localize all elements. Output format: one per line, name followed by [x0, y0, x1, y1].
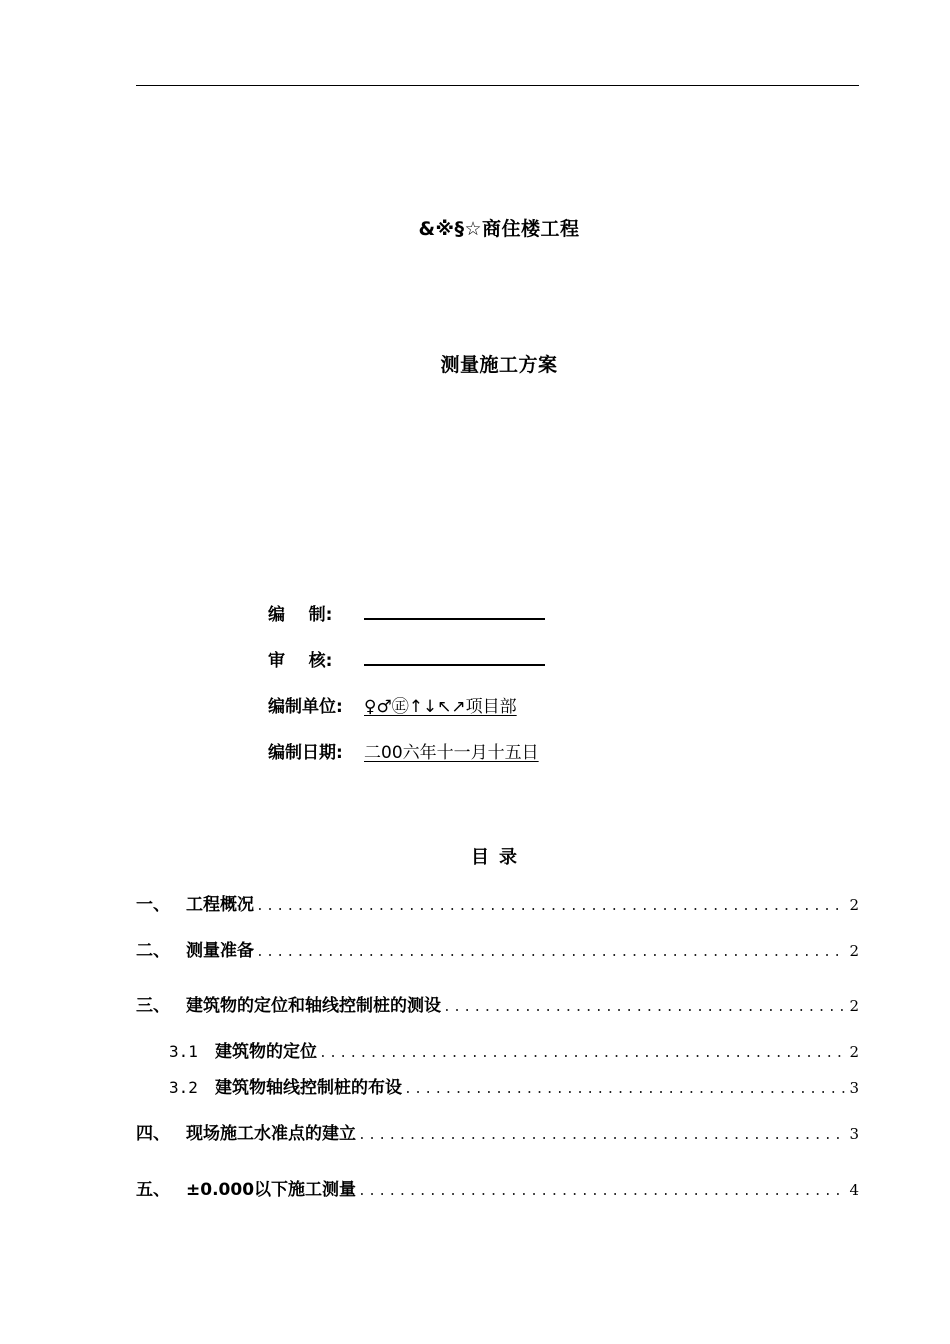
- compiled-label: 编 制:: [268, 605, 333, 625]
- unit-value: ♀♂㊣↑↓↖↗项目部: [364, 697, 517, 717]
- toc-leader-dots: [358, 1184, 845, 1199]
- header-rule: [136, 85, 859, 86]
- toc-entry[interactable]: [136, 936, 859, 961]
- toc-entry[interactable]: [136, 890, 859, 915]
- toc-entry-page: 2: [849, 896, 859, 914]
- toc-entry[interactable]: [136, 1119, 859, 1144]
- toc-leader-dots: [256, 945, 845, 960]
- toc-subentry[interactable]: [169, 1037, 859, 1062]
- toc-entry-page: 3: [849, 1125, 859, 1143]
- toc-entry-page: 2: [849, 997, 859, 1015]
- toc-leader-dots: [358, 1128, 845, 1143]
- meta-compiled-row: [268, 600, 545, 625]
- meta-unit-row: [268, 692, 517, 717]
- toc-entry-number: 3.2: [169, 1078, 198, 1097]
- toc-entry-page: 4: [849, 1181, 859, 1199]
- review-label: 审 核:: [268, 651, 333, 671]
- toc-entry-page: 2: [849, 1043, 859, 1061]
- toc-entry-text: 现场施工水准点的建立: [186, 1124, 356, 1144]
- toc-entry-text: 建筑物的定位: [215, 1042, 317, 1062]
- toc-title: 目录: [471, 847, 527, 868]
- toc-entry-number: 一、: [136, 895, 170, 915]
- toc-entry-number: 五、: [136, 1180, 170, 1200]
- toc-entry-text: 工程概况: [186, 895, 254, 915]
- toc-entry-text: ±0.000以下施工测量: [186, 1180, 357, 1200]
- toc-leader-dots: [256, 899, 845, 914]
- toc-leader-dots: [319, 1046, 845, 1061]
- toc-subentry[interactable]: [169, 1073, 859, 1098]
- meta-date-row: [268, 738, 539, 763]
- project-title: &※§☆商住楼工程: [418, 218, 580, 240]
- date-value: 二00六年十一月十五日: [364, 743, 539, 763]
- toc-entry[interactable]: [136, 1175, 859, 1200]
- toc-entry-number: 四、: [136, 1124, 170, 1144]
- toc-entry-number: 3.1: [169, 1042, 198, 1061]
- unit-label: 编制单位:: [268, 697, 343, 717]
- meta-review-row: [268, 646, 545, 671]
- toc-leader-dots: [404, 1082, 845, 1097]
- toc-entry-text: 建筑物轴线控制桩的布设: [215, 1078, 402, 1098]
- toc-entry-page: 2: [849, 942, 859, 960]
- toc-entry-number: 三、: [136, 996, 170, 1016]
- toc-entry[interactable]: [136, 991, 859, 1016]
- toc-entry-page: 3: [849, 1079, 859, 1097]
- compiled-blank-line: [364, 600, 545, 620]
- toc-leader-dots: [443, 1000, 845, 1015]
- review-blank-line: [364, 646, 545, 666]
- date-label: 编制日期:: [268, 743, 343, 763]
- toc-entry-text: 测量准备: [186, 941, 254, 961]
- toc-entry-number: 二、: [136, 941, 170, 961]
- toc-entry-text: 建筑物的定位和轴线控制桩的测设: [186, 996, 441, 1016]
- plan-title: 测量施工方案: [440, 354, 558, 376]
